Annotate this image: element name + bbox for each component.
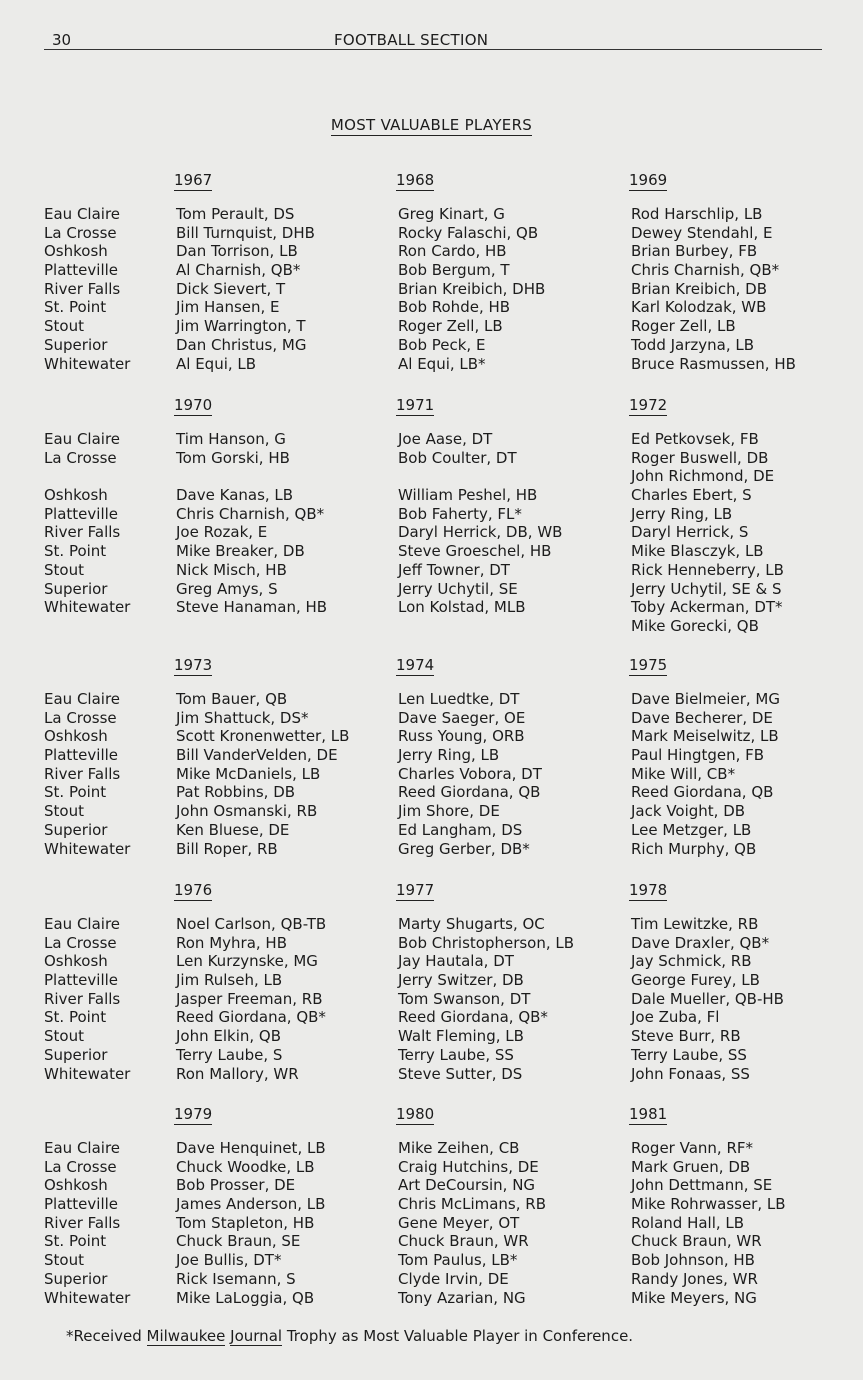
table-row [0,709,863,728]
table-row [0,1176,863,1195]
player-cell: Bill VanderVelden, DE [176,746,338,765]
page-number: 30 [52,31,72,49]
player-cell: Mike Breaker, DB [176,542,305,561]
player-cell: Al Charnish, QB* [176,261,301,280]
year-heading: 1969 [629,171,668,189]
school-name: Stout [44,560,84,579]
player-cell: Jay Hautala, DT [398,952,514,971]
player-cell: Dave Saeger, OE [398,708,526,727]
player-cell: Terry Laube, SS [398,1045,514,1064]
school-name: Stout [44,802,84,821]
player-cell: Tim Hanson, G [176,430,286,448]
table-row [0,952,863,971]
table-row [0,783,863,802]
player-cell: Tom Perault, DS [176,205,295,223]
player-cell: Mark Gruen, DB [631,1157,751,1176]
player-cell: John Elkin, QB [176,1027,282,1046]
school-name: River Falls [44,1213,121,1232]
player-cell: John Fonaas, SS [631,1064,750,1083]
table-row [0,561,863,580]
school-name: Oshkosh [44,486,108,505]
player-cell: Mike Rohrwasser, LB [631,1195,786,1214]
player-cell: Joe Bullis, DT* [176,1251,282,1270]
table-row [0,990,863,1009]
player-cell: Roger Zell, LB [398,317,503,336]
school-name: Platteville [44,1195,119,1214]
player-cell: Chuck Woodke, LB [176,1157,315,1176]
player-cell: Bob Faherty, FL* [398,504,522,523]
page-title: MOST VALUABLE PLAYERS [330,116,533,134]
player-cell: Dale Mueller, QB-HB [631,989,784,1008]
school-name: La Crosse [44,448,117,467]
player-cell: William Peshel, HB [398,486,538,505]
player-cell: Steve Burr, RB [631,1027,741,1046]
player-cell: Ron Myhra, HB [176,933,287,952]
player-cell: Steve Groeschel, HB [398,542,552,561]
table-row [0,486,863,505]
table-row [0,1008,863,1027]
table-row [0,580,863,599]
player-cell: Mike Gorecki, QB [631,616,759,635]
school-name: La Crosse [44,223,117,242]
player-cell: Ron Mallory, WR [176,1064,299,1083]
player-cell: Tom Stapleton, HB [176,1213,315,1232]
school-name: Whitewater [44,598,131,617]
player-cell: Jerry Uchytil, SE & S [631,579,782,598]
table-row [0,1270,863,1289]
table-row [0,1158,863,1177]
player-cell: Tim Lewitzke, RB [631,915,759,933]
table-row [0,1065,863,1084]
player-cell: Mike Will, CB* [631,764,736,783]
year-heading: 1970 [174,396,213,414]
player-cell: Jim Warrington, T [176,317,306,336]
table-row [0,242,863,261]
player-cell: Terry Laube, S [176,1045,283,1064]
player-cell: Joe Rozak, E [176,523,268,542]
player-cell: Rick Isemann, S [176,1269,296,1288]
player-cell: Reed Giordana, QB [398,783,541,802]
player-cell: Russ Young, ORB [398,727,525,746]
table-row [0,1251,863,1270]
player-cell: Bob Johnson, HB [631,1251,755,1270]
player-cell: Bob Prosser, DE [176,1176,296,1195]
table-row [0,336,863,355]
player-cell: Jerry Ring, LB [398,746,500,765]
player-cell: Lon Kolstad, MLB [398,598,526,617]
school-name: Oshkosh [44,242,108,261]
player-cell: Tom Paulus, LB* [398,1251,518,1270]
player-cell: Randy Jones, WR [631,1269,758,1288]
school-name: Superior [44,1269,108,1288]
year-heading: 1975 [629,656,668,674]
table-row [0,598,863,617]
school-name: Eau Claire [44,205,121,223]
player-cell: Jim Rulseh, LB [176,971,283,990]
player-cell: Dave Draxler, QB* [631,933,770,952]
year-heading: 1978 [629,881,668,899]
school-name: St. Point [44,783,107,802]
player-cell: Greg Kinart, G [398,205,505,223]
player-cell: Mike Zeihen, CB [398,1139,520,1157]
footnote: *Received Milwaukee Journal Trophy as Most Valuable Player in Conference. [66,1327,634,1345]
player-cell: Dewey Stendahl, E [631,223,773,242]
player-cell: Noel Carlson, QB-TB [176,915,327,933]
player-cell: Brian Burbey, FB [631,242,758,261]
player-cell: Chris McLimans, RB [398,1195,546,1214]
table-row [0,690,863,709]
player-cell: Chuck Braun, WR [398,1232,529,1251]
table-row [0,224,863,243]
player-cell: James Anderson, LB [176,1195,326,1214]
player-cell: Mike McDaniels, LB [176,764,321,783]
player-cell: Charles Ebert, S [631,486,752,505]
school-name: Stout [44,317,84,336]
player-cell: Chuck Braun, WR [631,1232,762,1251]
table-row [0,617,863,636]
table-row [0,840,863,859]
player-cell: Rocky Falaschi, QB [398,223,539,242]
player-cell: Joe Zuba, Fl [631,1008,720,1027]
table-row [0,430,863,449]
player-cell: Tom Bauer, QB [176,690,288,708]
player-cell: Dave Bielmeier, MG [631,690,780,708]
player-cell: Nick Misch, HB [176,560,287,579]
player-cell: Chuck Braun, SE [176,1232,301,1251]
player-cell: Brian Kreibich, DB [631,279,767,298]
school-name: Whitewater [44,1064,131,1083]
school-name: Stout [44,1251,84,1270]
player-cell: Ron Cardo, HB [398,242,507,261]
school-name: Superior [44,579,108,598]
school-name: Platteville [44,746,119,765]
player-cell: Tony Azarian, NG [398,1288,526,1307]
player-cell: Gene Meyer, OT [398,1213,520,1232]
player-cell: Jim Shattuck, DS* [176,708,309,727]
table-row [0,802,863,821]
player-cell: Daryl Herrick, S [631,523,749,542]
table-row [0,1139,863,1158]
player-cell: Reed Giordana, QB* [398,1008,548,1027]
player-cell: Greg Amys, S [176,579,278,598]
school-name: Platteville [44,971,119,990]
table-row [0,261,863,280]
school-name: River Falls [44,989,121,1008]
school-name: Eau Claire [44,690,121,708]
player-cell: Lee Metzger, LB [631,820,752,839]
player-cell: Pat Robbins, DB [176,783,296,802]
player-cell: Roger Zell, LB [631,317,736,336]
player-cell: Dave Kanas, LB [176,486,294,505]
table-row [0,298,863,317]
player-cell: Tom Swanson, DT [398,989,531,1008]
year-heading: 1977 [396,881,435,899]
player-cell: John Richmond, DE [631,467,775,486]
school-name: Stout [44,1027,84,1046]
player-cell: Karl Kolodzak, WB [631,298,767,317]
player-cell: Steve Hanaman, HB [176,598,328,617]
player-cell: Greg Gerber, DB* [398,839,530,858]
player-cell: Jasper Freeman, RB [176,989,323,1008]
player-cell: Dave Henquinet, LB [176,1139,326,1157]
school-name: St. Point [44,298,107,317]
player-cell: Al Equi, LB [176,354,257,373]
player-cell: Art DeCoursin, NG [398,1176,536,1195]
player-cell: Ken Bluese, DE [176,820,290,839]
player-cell: Rick Henneberry, LB [631,560,784,579]
player-cell: Reed Giordana, QB* [176,1008,326,1027]
school-name: River Falls [44,764,121,783]
year-heading: 1981 [629,1105,668,1123]
player-cell: Bob Rohde, HB [398,298,511,317]
school-name: Superior [44,335,108,354]
year-heading: 1980 [396,1105,435,1123]
player-cell: Paul Hingtgen, FB [631,746,765,765]
player-cell: Len Luedtke, DT [398,690,520,708]
table-row [0,317,863,336]
player-cell: Jerry Ring, LB [631,504,733,523]
year-heading: 1972 [629,396,668,414]
player-cell: John Osmanski, RB [176,802,318,821]
school-name: Eau Claire [44,915,121,933]
player-cell: Rich Murphy, QB [631,839,757,858]
player-cell: Mike Meyers, NG [631,1288,757,1307]
table-row [0,467,863,486]
year-heading: 1967 [174,171,213,189]
player-cell: George Furey, LB [631,971,760,990]
player-cell: Jim Shore, DE [398,802,500,821]
player-cell: Ed Langham, DS [398,820,523,839]
table-row [0,1027,863,1046]
player-cell: Jay Schmick, RB [631,952,752,971]
player-cell: Chris Charnish, QB* [176,504,325,523]
table-row [0,765,863,784]
year-heading: 1979 [174,1105,213,1123]
table-row [0,915,863,934]
player-cell: Walt Fleming, LB [398,1027,524,1046]
player-cell: Roger Buswell, DB [631,448,769,467]
school-name: La Crosse [44,708,117,727]
player-cell: Charles Vobora, DT [398,764,542,783]
year-heading: 1968 [396,171,435,189]
player-cell: Roger Vann, RF* [631,1139,753,1157]
player-cell: Al Equi, LB* [398,354,486,373]
player-cell: Jeff Towner, DT [398,560,510,579]
year-heading: 1976 [174,881,213,899]
school-name: La Crosse [44,1157,117,1176]
table-row [0,280,863,299]
school-name: St. Point [44,1232,107,1251]
school-name: La Crosse [44,933,117,952]
player-cell: Tom Gorski, HB [176,448,290,467]
table-row [0,1046,863,1065]
player-cell: Jack Voight, DB [631,802,746,821]
table-row [0,542,863,561]
school-name: Eau Claire [44,1139,121,1157]
player-cell: Dan Christus, MG [176,335,307,354]
school-name: Whitewater [44,839,131,858]
player-cell: Reed Giordana, QB [631,783,774,802]
school-name: Whitewater [44,354,131,373]
player-cell: Daryl Herrick, DB, WB [398,523,563,542]
school-name: Platteville [44,261,119,280]
table-row [0,449,863,468]
school-name: River Falls [44,523,121,542]
player-cell: Brian Kreibich, DHB [398,279,546,298]
player-cell: Bill Roper, RB [176,839,278,858]
player-cell: Bill Turnquist, DHB [176,223,315,242]
player-cell: Bob Christopherson, LB [398,933,575,952]
player-cell: Mark Meiselwitz, LB [631,727,779,746]
player-cell: Mike Blasczyk, LB [631,542,764,561]
player-cell: Marty Shugarts, OC [398,915,545,933]
year-heading: 1973 [174,656,213,674]
table-row [0,971,863,990]
school-name: River Falls [44,279,121,298]
table-row [0,1214,863,1233]
section-title: FOOTBALL SECTION [334,31,489,49]
player-cell: Len Kurzynske, MG [176,952,318,971]
player-cell: Todd Jarzyna, LB [631,335,755,354]
player-cell: Jerry Switzer, DB [398,971,524,990]
table-row [0,727,863,746]
player-cell: Mike LaLoggia, QB [176,1288,315,1307]
player-cell: Bob Bergum, T [398,261,510,280]
player-cell: Steve Sutter, DS [398,1064,523,1083]
player-cell: Joe Aase, DT [398,430,493,448]
table-row [0,1195,863,1214]
player-cell: Bob Peck, E [398,335,486,354]
school-name: Whitewater [44,1288,131,1307]
player-cell: Dick Sievert, T [176,279,286,298]
table-row [0,355,863,374]
player-cell: Chris Charnish, QB* [631,261,780,280]
school-name: Oshkosh [44,1176,108,1195]
player-cell: Clyde Irvin, DE [398,1269,509,1288]
player-cell: Bob Coulter, DT [398,448,517,467]
school-name: Eau Claire [44,430,121,448]
table-row [0,505,863,524]
school-name: Oshkosh [44,952,108,971]
player-cell: John Dettmann, SE [631,1176,773,1195]
table-row [0,746,863,765]
player-cell: Roland Hall, LB [631,1213,745,1232]
header-rule [44,49,822,50]
year-heading: 1971 [396,396,435,414]
school-name: Oshkosh [44,727,108,746]
table-row [0,934,863,953]
table-row [0,821,863,840]
player-cell: Dave Becherer, DE [631,708,773,727]
player-cell: Terry Laube, SS [631,1045,747,1064]
school-name: St. Point [44,1008,107,1027]
player-cell: Jim Hansen, E [176,298,280,317]
year-heading: 1974 [396,656,435,674]
table-row [0,1289,863,1308]
player-cell: Jerry Uchytil, SE [398,579,518,598]
player-cell: Scott Kronenwetter, LB [176,727,350,746]
school-name: Platteville [44,504,119,523]
player-cell: Ed Petkovsek, FB [631,430,759,448]
school-name: Superior [44,820,108,839]
school-name: Superior [44,1045,108,1064]
player-cell: Bruce Rasmussen, HB [631,354,796,373]
player-cell: Rod Harschlip, LB [631,205,763,223]
table-row [0,205,863,224]
table-row [0,523,863,542]
player-cell: Toby Ackerman, DT* [631,598,783,617]
school-name: St. Point [44,542,107,561]
player-cell: Craig Hutchins, DE [398,1157,539,1176]
player-cell: Dan Torrison, LB [176,242,298,261]
table-row [0,1232,863,1251]
